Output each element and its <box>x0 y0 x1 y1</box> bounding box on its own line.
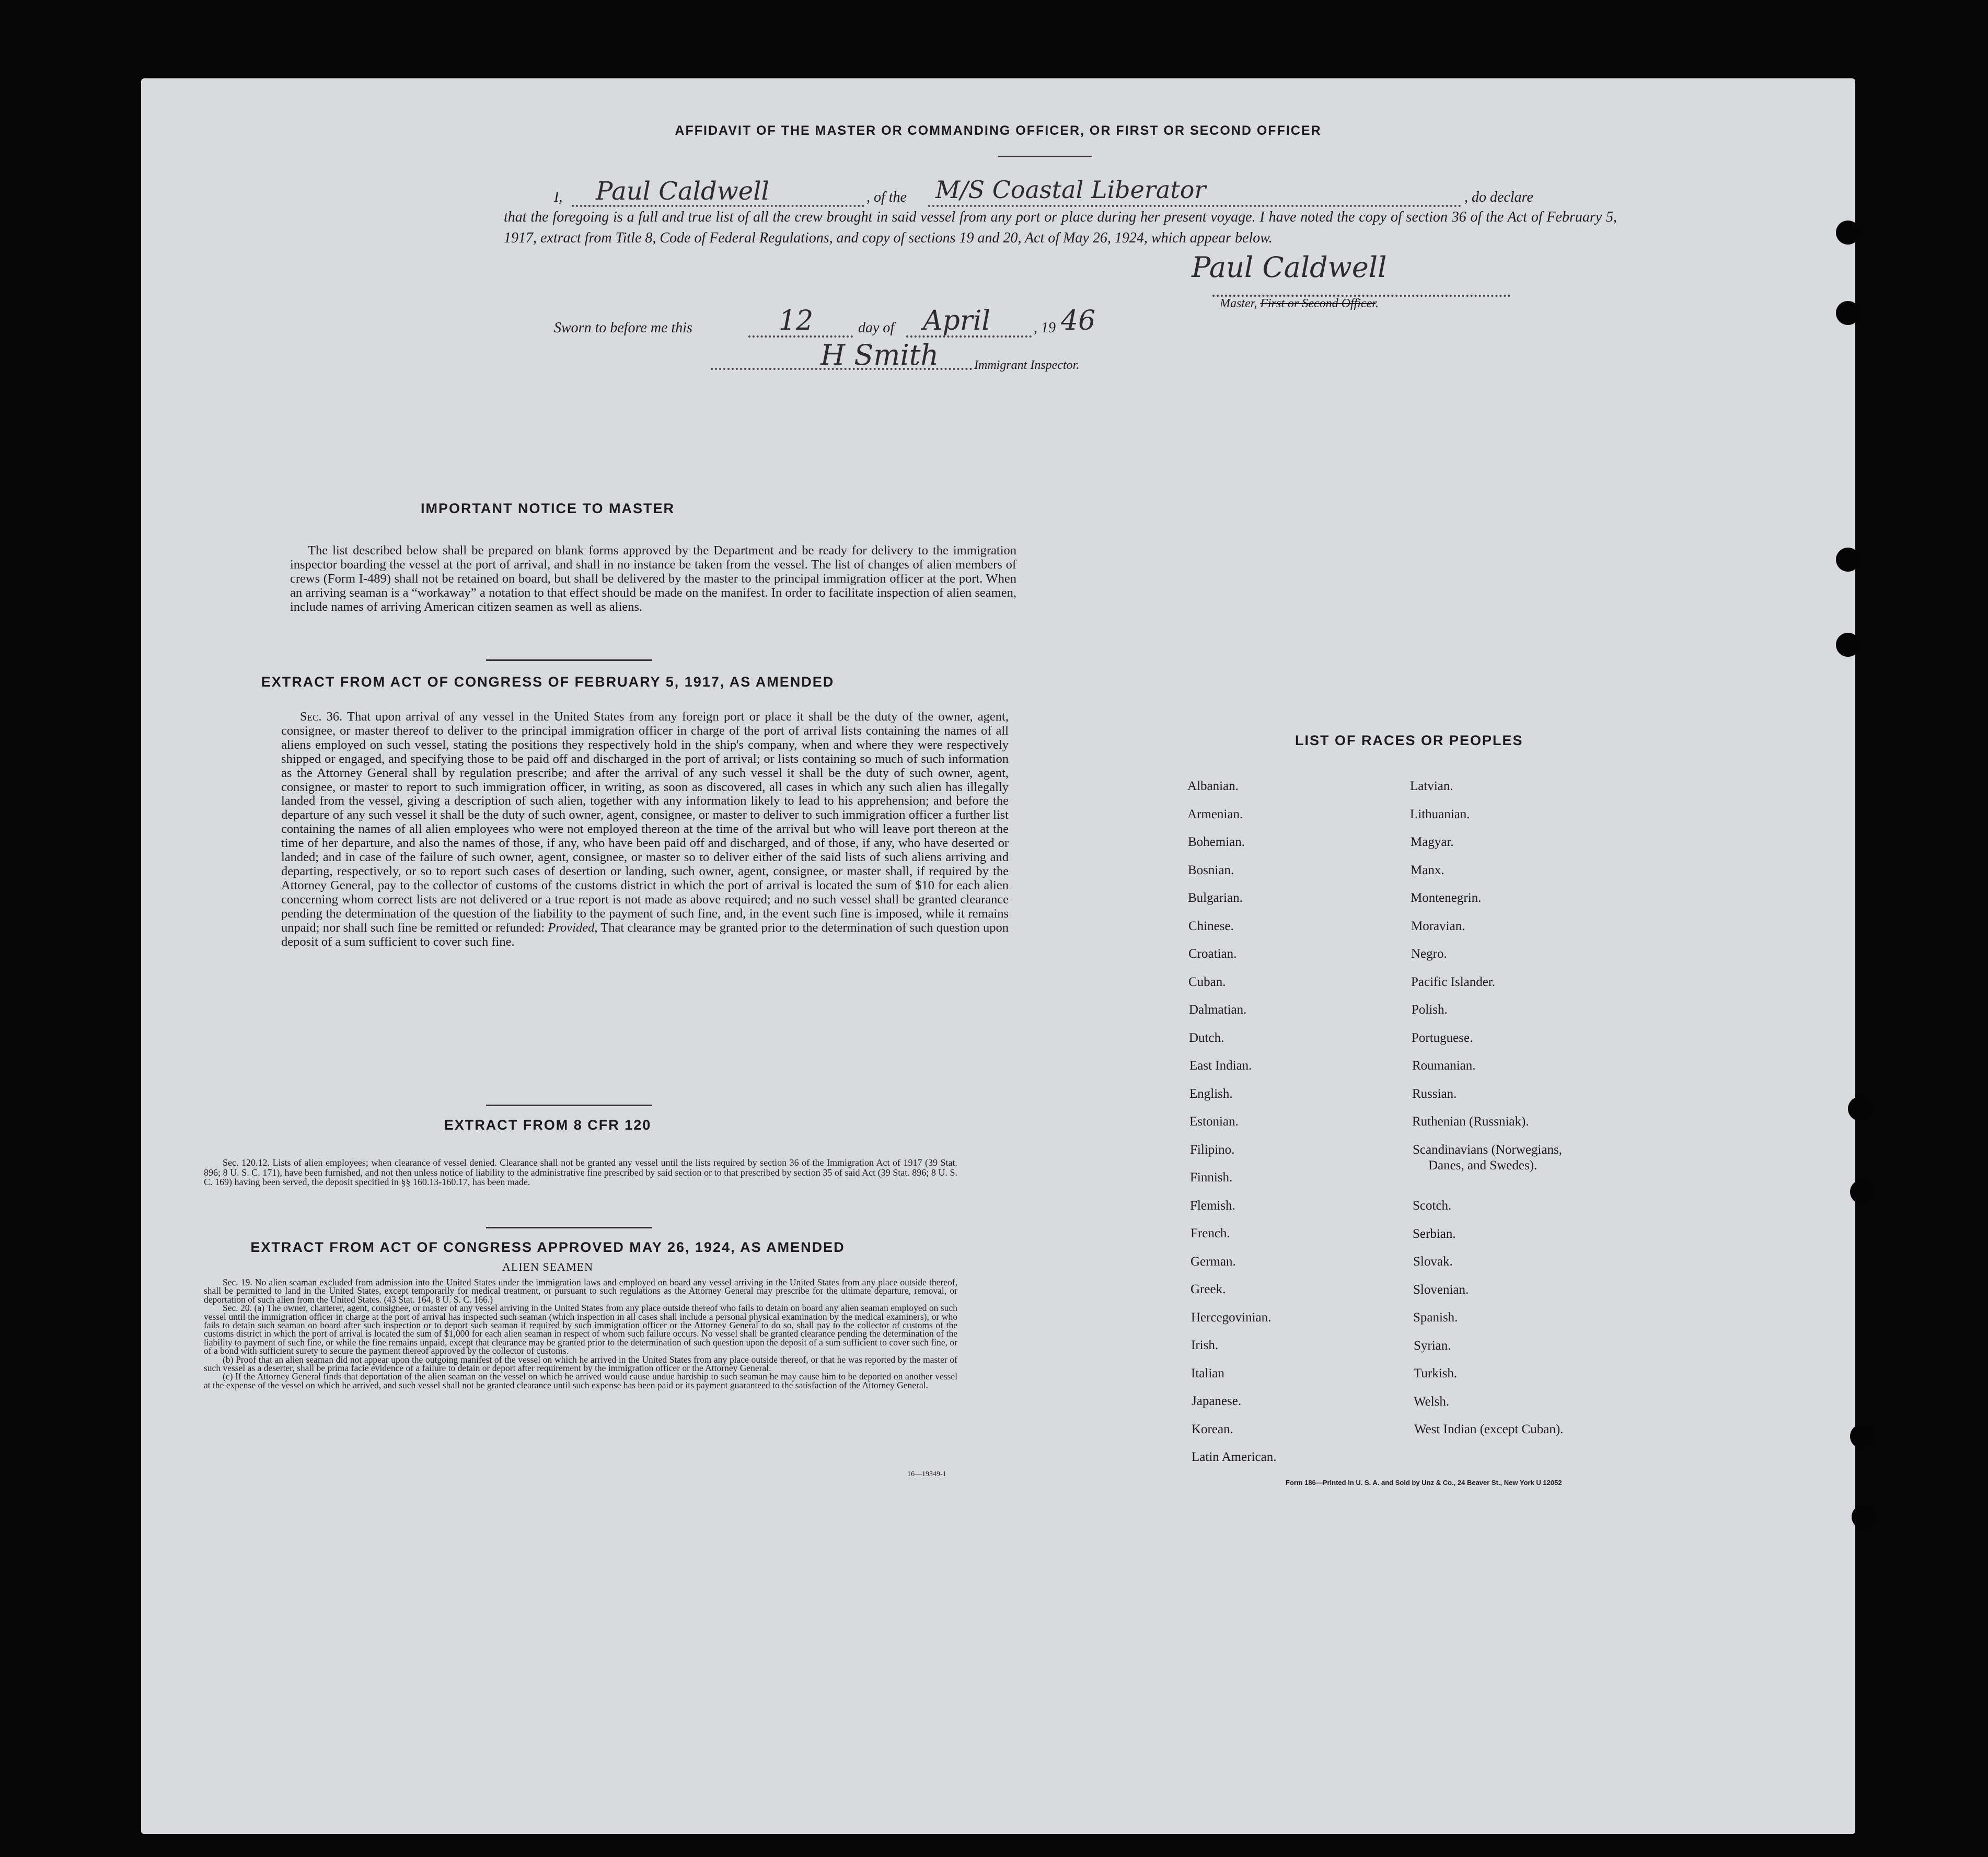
race-item: French. <box>1191 1226 1230 1240</box>
day-of-label: day of <box>858 320 895 336</box>
do-declare-label: , do declare <box>1464 189 1533 205</box>
cfr-divider <box>486 1227 652 1228</box>
race-item: Negro. <box>1411 947 1447 961</box>
race-item: English. <box>1189 1087 1233 1101</box>
punch-hole <box>1836 301 1860 325</box>
race-item: Chinese. <box>1188 919 1234 933</box>
race-item: Scandinavians (Norwegians, <box>1413 1143 1563 1157</box>
sworn-year: 46 <box>1061 305 1096 336</box>
extract-1917-title: EXTRACT FROM ACT OF CONGRESS OF FEBRUARY 5, 1917, AS AMENDED <box>261 674 835 690</box>
affidavit-title: AFFIDAVIT OF THE MASTER OR COMMANDING OFFICER, OR FIRST OR SECOND OFFICER <box>675 123 1322 138</box>
race-item: Dutch. <box>1189 1031 1224 1045</box>
sec-19-text: Sec. 19. No alien seaman excluded from admission into the United States under the immigration laws and employed on board any vessel arriving in the United States from any place outside thereof, shall be permitted to land in the United States, except temporarily for medical treatment, or pursuant to such regulations as the Attorney General may prescribe for the ultimate departure, removal, or deportation of such alien from the United States. (43 Stat. 164, 8 U. S. C. 166.) <box>204 1277 957 1305</box>
punch-hole <box>1848 1097 1872 1121</box>
extract-1924-body <box>204 1278 957 1389</box>
extract-1924-title: EXTRACT FROM ACT OF CONGRESS APPROVED MAY 26, 1924, AS AMENDED <box>250 1239 845 1255</box>
race-item: Roumanian. <box>1412 1059 1476 1073</box>
race-item: Estonian. <box>1189 1115 1239 1129</box>
race-item: Welsh. <box>1414 1394 1450 1409</box>
cfr-title: EXTRACT FROM 8 CFR 120 <box>444 1117 652 1133</box>
punch-hole <box>1836 220 1860 245</box>
race-item: Scotch. <box>1413 1198 1452 1213</box>
race-item: Dalmatian. <box>1189 1003 1247 1017</box>
provided-label: Provided, <box>548 920 598 935</box>
title-divider <box>998 156 1092 157</box>
sec-36-text-end: That clearance may be granted prior to the determination of such question upon deposit of a sum sufficient to cover such fine. <box>281 920 1009 949</box>
notice-body: The list described below shall be prepared on blank forms approved by the Department and be ready for delivery to the immigration inspector boarding the vessel at the port of arrival, and shall in no instance be taken from the vessel. The list of changes of alien members of crews (Form I-489) shall not be retained on board, but shall be delivered by the master to the principal immigration officer at the port. When an arriving seaman is a “workaway” a notation to that effect should be made on the manifest. In order to facilitate inspection of alien seamen, include names of arriving American citizen seamen as well as aliens. <box>290 543 1016 614</box>
extract-1917-body <box>281 710 1009 949</box>
race-item: Hercegovinian. <box>1191 1310 1272 1325</box>
sworn-day: 12 <box>779 305 814 336</box>
sec-36-label: Sec. 36. <box>300 710 343 724</box>
race-item: Turkish. <box>1414 1366 1458 1380</box>
race-item: Latin American. <box>1192 1450 1277 1464</box>
punch-hole <box>1850 1424 1874 1448</box>
punch-hole <box>1836 633 1860 657</box>
master-signature: Paul Caldwell <box>1192 251 1387 284</box>
sworn-label: Sworn to before me this <box>554 320 692 336</box>
race-item: Greek. <box>1191 1282 1226 1296</box>
race-item: Italian <box>1191 1366 1224 1380</box>
race-item: Slovak. <box>1413 1254 1453 1269</box>
race-item: Russian. <box>1412 1087 1457 1101</box>
race-item: Irish. <box>1191 1338 1219 1352</box>
race-item: Serbian. <box>1413 1226 1456 1241</box>
master-name-handwritten: Paul Caldwell <box>596 177 769 206</box>
notice-title: IMPORTANT NOTICE TO MASTER <box>421 501 675 516</box>
race-item: Manx. <box>1411 863 1444 877</box>
race-item: Portuguese. <box>1412 1031 1473 1045</box>
signature-caption <box>1220 297 1379 311</box>
race-item: Magyar. <box>1411 835 1454 849</box>
left-form-code: 16—19349-1 <box>907 1470 946 1478</box>
inspector-caption: Immigrant Inspector. <box>974 358 1080 372</box>
race-item: Armenian. <box>1187 807 1243 821</box>
race-item: Flemish. <box>1190 1199 1235 1213</box>
form-footer: Form 186—Printed in U. S. A. and Sold by Unz & Co., 24 Beaver St., New York U 12052 <box>1286 1479 1562 1487</box>
race-item: Korean. <box>1192 1422 1233 1436</box>
sec-20a-text: Sec. 20. (a) The owner, charterer, agent, consignee, or master of any vessel arriving in the United States from any place outside thereof who fails to detain on board any alien seaman employed on such vessel until the immigration officer in charge at the port of arrival has inspected such seaman (which inspection in all cases shall include a personal physical examination by the medical examiners), or who fails to detain such seaman on board after such inspection or to deport such seaman if required by such immigration officer or the Attorney General to do so, shall pay to the collector of customs of the customs district in which the port of arrival is located the sum of $1,000 for each alien seaman in respect of whom such failure occurs. No vessel shall be granted clearance pending the determination of the liability to payment of such fine, or while the fine remains unpaid, except that clearance may be granted prior to the determination of such question upon the deposit of a sum sufficient to cover such fine, or of a bond with sufficient surety to secure the payment thereof approved by the collector of customs. <box>204 1303 957 1356</box>
document-page <box>141 78 1855 1834</box>
caption-master: Master, <box>1220 297 1257 310</box>
race-item: Moravian. <box>1411 919 1465 933</box>
of-the-label: , of the <box>866 189 907 205</box>
declaration-line <box>554 176 1604 209</box>
race-item: Bosnian. <box>1188 863 1234 877</box>
race-item: Cuban. <box>1188 975 1226 989</box>
race-item: Montenegrin. <box>1411 891 1482 905</box>
i-label: I, <box>554 189 563 205</box>
declaration-text: that the foregoing is a full and true list of all the crew brought in said vessel from any port or place during her present voyage. I have noted the copy of section 36 of the Act of February 5, 1917, extract from Title 8, Code of Federal Regulations, and copy of sections 19 and 20, Act of May 26, 1924, which appear below. <box>504 209 1617 246</box>
race-item: Bulgarian. <box>1188 891 1243 905</box>
sworn-month: April <box>923 305 990 336</box>
races-title: LIST OF RACES OR PEOPLES <box>1295 733 1523 748</box>
race-item: Lithuanian. <box>1410 807 1470 821</box>
punch-hole <box>1852 1505 1876 1529</box>
sec-20c-text: (c) If the Attorney General finds that deportation of the alien seaman on the vessel on which he arrived would cause undue hardship to such seaman he may cause him to be deported on another vessel at the expense of the vessel on which he arrived, and such vessel shall not be granted clearance until such expense has been paid or its payment guaranteed to the satisfaction of the Attorney General. <box>204 1371 957 1390</box>
race-item: Spanish. <box>1413 1310 1458 1325</box>
race-item: Ruthenian (Russniak). <box>1412 1115 1529 1129</box>
vessel-name-handwritten: M/S Coastal Liberator <box>935 176 1206 204</box>
race-item: Croatian. <box>1188 947 1237 961</box>
caption-period: . <box>1375 297 1379 310</box>
race-item: Bohemian. <box>1188 835 1245 849</box>
sec-20b-text: (b) Proof that an alien seaman did not appear upon the outgoing manifest of the vessel on which he arrived in the United States from any place outside thereof, or that he was reported by the master of such vessel as a deserter, shall be prima facie evidence of a failure to detain or deport after requirement by the immigration officer or the Attorney General. <box>204 1354 957 1374</box>
inspector-signature: H Smith <box>820 339 939 372</box>
sec-36-text: That upon arrival of any vessel in the United States from any foreign port or place it shall be the duty of the owner, agent, consignee, or master thereof to deliver to the principal immigration officer in charge of the port of arrival lists containing the names of all aliens employed on such vessel, stating the positions they respectively hold in the ship's company, when and where they were respectively shipped or engaged, and specifying those to be paid off and discharged in the port of arrival; or lists containing so much of such information as the Attorney General shall by regulation prescribe; and after the arrival of any such vessel it shall be the duty of such owner, agent, consignee, or master to report to such immigration officer, in writing, as soon as discovered, all cases in which any such alien has illegally landed from the vessel, giving a description of such alien, together with any information likely to lead to his apprehension; and before the departure of any such vessel it shall be the duty of such owner, agent, consignee, or master to deliver to such immigration officer a further list containing the names of all alien employees who were not employed thereon at the time of the arrival but who will leave port thereon at the time of her departure, and also the names of those, if any, who have been paid off and discharged, and of those, if any, who have deserted or landed; and in case of the failure of such owner, agent, consignee, or master so to deliver either of the said lists of such aliens arriving and departing, respectively, or so to report such cases of desertion or landing, such owner, agent, consignee, or master shall, if required by the Attorney General, pay to the collector of customs of the customs district in which the port of arrival is located the sum of $10 for each alien concerning whom correct lists are not delivered or a true report is not made as above required; and no such vessel shall be granted clearance pending the determination of the question of the liability to the payment of such fine, and, in the event such fine is imposed, while it remains unpaid; nor shall such fine be remitted or refunded: <box>281 710 1009 935</box>
notice-divider <box>486 659 652 661</box>
race-item: Pacific Islander. <box>1411 975 1496 989</box>
race-item: Finnish. <box>1190 1170 1233 1185</box>
race-item: Slovenian. <box>1413 1282 1469 1297</box>
race-item: German. <box>1191 1255 1236 1269</box>
race-item: Danes, and Swedes). <box>1428 1158 1538 1173</box>
punch-hole <box>1850 1180 1874 1204</box>
race-item: Japanese. <box>1192 1394 1242 1408</box>
year-prefix: , 19 <box>1034 320 1056 336</box>
extract-1917-divider <box>486 1105 652 1106</box>
cfr-body: Sec. 120.12. Lists of alien employees; when clearance of vessel denied. Clearance shall not be granted any vessel until the lists required by section 36 of the Immigration Act of 1917 (39 Stat. 896; 8 U. S. C. 171), have been furnished, and not then unless notice of liability to the administrative fine prescribed by said section or to that prescribed by section 35 of said Act (39 Stat. 896; 8 U. S. C. 169) having been served, the deposit specified in §§ 160.13-160.17, has been made. <box>204 1157 957 1187</box>
race-item: Albanian. <box>1187 779 1239 793</box>
race-item: West Indian (except Cuban). <box>1414 1422 1564 1436</box>
punch-hole <box>1836 548 1860 572</box>
race-item: Latvian. <box>1410 779 1453 793</box>
caption-struck-officer: First or Second Officer <box>1260 297 1376 310</box>
race-item: East Indian. <box>1189 1059 1252 1073</box>
race-item: Syrian. <box>1414 1338 1451 1353</box>
race-item: Polish. <box>1412 1003 1448 1017</box>
extract-1924-subtitle: ALIEN SEAMEN <box>502 1260 593 1273</box>
race-item: Filipino. <box>1190 1143 1235 1157</box>
